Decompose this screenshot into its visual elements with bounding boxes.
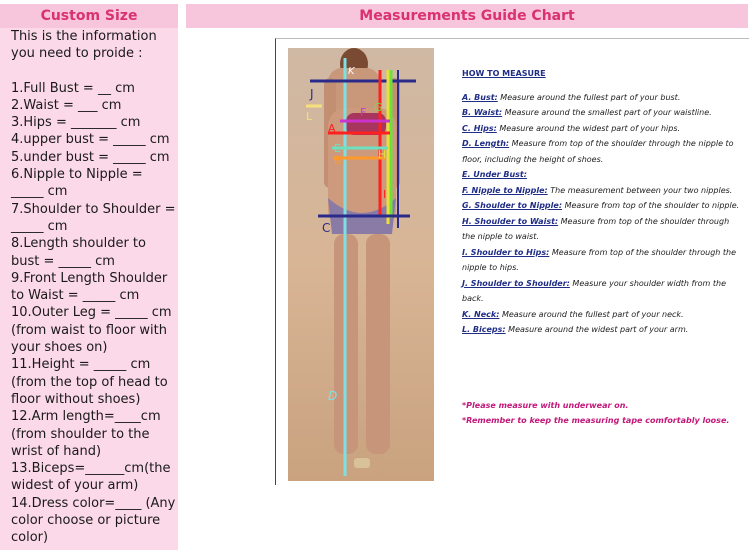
- figure-label-a: A: [328, 122, 336, 135]
- desc-waist: Measure around the smallest part of your waistline.: [502, 108, 712, 117]
- instruction-under-bust: [462, 167, 742, 183]
- instruction-neck: [462, 307, 742, 323]
- instruction-shoulder-to-hips: [462, 245, 742, 276]
- desc-shoulder-to-shoulder: Measure your shoulder width from the back.: [462, 278, 726, 303]
- how-to-measure-heading: HOW TO MEASURE: [462, 69, 546, 78]
- figure-label-e: E: [334, 142, 341, 155]
- figure-label-i: I: [383, 188, 387, 201]
- list-item-waist: 2.Waist = ___ cm: [11, 97, 122, 113]
- instruction-shoulder-to-nipple: [462, 198, 742, 214]
- list-item-nipple-to-nipple: 6.Nipple to Nipple = _____ cm: [11, 167, 143, 200]
- guide-header: [186, 4, 748, 28]
- list-item-under-bust: 5.under bust = _____ cm: [11, 149, 170, 165]
- list-item-biceps: 13.Biceps=______cm(the widest of your arm): [11, 461, 171, 494]
- term-nipple-to-nipple: F. Nipple to Nipple:: [462, 185, 548, 195]
- term-shoulder-to-nipple: G. Shoulder to Nipple:: [462, 201, 563, 210]
- desc-neck: Measure around the fullest part of your neck.: [499, 309, 684, 319]
- list-item-outer-leg: 10.Outer Leg = _____ cm (from waist to floor with your shoes on): [11, 305, 172, 356]
- measurement-notes: [462, 398, 742, 428]
- list-item-arm-length: 12.Arm length=____cm (from shoulder to the wrist of hand): [11, 409, 161, 459]
- list-item-front-length: 9.Front Length Shoulder to Waist = _____ cm: [11, 270, 168, 304]
- figure-label-d: D: [328, 389, 338, 403]
- instruction-biceps: [462, 322, 742, 338]
- instruction-shoulder-to-shoulder: [462, 276, 742, 307]
- term-biceps: L. Biceps:: [462, 325, 506, 334]
- spacer: [11, 63, 176, 80]
- instruction-shoulder-to-waist: [462, 214, 742, 245]
- term-bust: A. Bust:: [462, 92, 498, 102]
- figure-label-h: H: [378, 148, 387, 161]
- term-neck: K. Neck:: [462, 309, 500, 319]
- term-shoulder-to-waist: H. Shoulder to Waist:: [462, 216, 559, 226]
- note-underwear: *Please measure with underwear on.: [462, 401, 629, 410]
- desc-nipple-to-nipple: The measurement between your two nipples.: [547, 185, 733, 195]
- custom-size-header: [0, 4, 178, 28]
- figure-label-b: B: [334, 154, 342, 167]
- instruction-length: [462, 136, 742, 167]
- desc-length: Measure from top of the shoulder through the nipple to floor, including the height of shoes.: [462, 139, 734, 164]
- desc-bust: Measure around the fullest part of your bust.: [497, 92, 681, 102]
- figure-label-j: J: [310, 87, 314, 101]
- instruction-hips: [462, 121, 742, 137]
- custom-size-list: [11, 28, 176, 547]
- list-item-hips: 3.Hips = _______ cm: [11, 115, 141, 131]
- list-item-dress-color: 14.Dress color=____ (Any color choose or picture color): [11, 495, 176, 546]
- desc-hips: Measure around the widest part of your hips.: [496, 123, 681, 133]
- guide-title: Measurements Guide Chart: [359, 8, 575, 24]
- list-item-full-bust: 1.Full Bust = __ cm: [11, 80, 135, 96]
- list-item-height: 11.Height = _____ cm (from the top of head to floor without shoes): [11, 357, 168, 407]
- desc-shoulder-to-nipple: Measure from top of the shoulder to nipple.: [562, 201, 740, 210]
- term-shoulder-to-hips: I. Shoulder to Hips:: [462, 247, 550, 257]
- term-shoulder-to-shoulder: J. Shoulder to Shoulder:: [462, 278, 570, 288]
- desc-shoulder-to-hips: Measure from top of the shoulder through the nipple to hips.: [462, 247, 737, 272]
- figure-label-g: G: [374, 101, 383, 114]
- list-item-shoulder-to-shoulder: 7.Shoulder to Shoulder = _____ cm: [11, 201, 176, 234]
- term-waist: B. Waist:: [462, 108, 503, 117]
- list-item-length-shoulder-to-bust: 8.Length shoulder to bust = _____ cm: [11, 236, 146, 269]
- instruction-bust: [462, 90, 742, 106]
- intro-text: This is the information you need to proide :: [11, 29, 157, 62]
- note-tape-loose: *Remember to keep the measuring tape comfortably loose.: [462, 416, 730, 425]
- figure-label-l: L: [306, 110, 313, 123]
- figure-label-f: F: [360, 106, 367, 119]
- term-hips: C. Hips:: [462, 123, 497, 133]
- body-figure-illustration: [288, 48, 434, 481]
- desc-biceps: Measure around the widest part of your arm.: [505, 325, 689, 334]
- instruction-nipple-to-nipple: [462, 183, 742, 199]
- figure-label-c: C: [322, 221, 331, 235]
- term-under-bust: E. Under Bust:: [462, 170, 527, 179]
- figure-label-k: K: [348, 66, 355, 77]
- how-to-measure-instructions: [462, 66, 742, 338]
- custom-size-title: Custom Size: [40, 8, 138, 24]
- instruction-waist: [462, 105, 742, 121]
- desc-shoulder-to-waist: Measure from top of the shoulder through the nipple to waist.: [462, 216, 730, 241]
- list-item-upper-bust: 4.upper bust = _____ cm: [11, 132, 170, 148]
- term-length: D. Length:: [462, 139, 510, 148]
